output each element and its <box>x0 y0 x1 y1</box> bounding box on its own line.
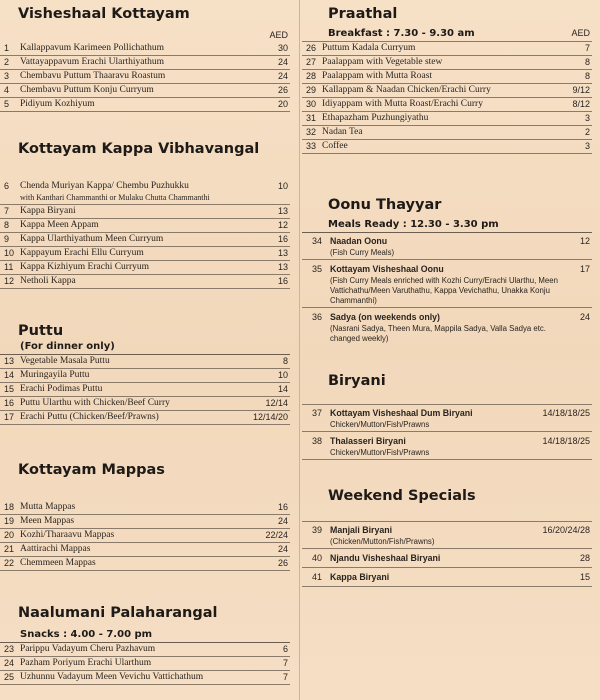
menu-item <box>302 112 592 126</box>
section-subtitle: (For dinner only) <box>0 340 290 355</box>
item-number: 31 <box>306 113 317 123</box>
menu-item <box>0 397 290 411</box>
menu-item <box>0 247 290 261</box>
menu-item <box>302 311 592 345</box>
item-number: 3 <box>4 71 10 81</box>
item-number: 18 <box>4 502 15 512</box>
item-number: 9 <box>4 234 10 244</box>
menu-item <box>302 568 592 587</box>
left-column <box>0 0 298 700</box>
item-name-block <box>330 235 592 258</box>
column-divider <box>299 0 300 700</box>
menu-item <box>0 671 290 685</box>
item-price: 6 <box>282 644 288 654</box>
item-price: 15 <box>579 572 590 582</box>
item-price: 24 <box>579 312 590 322</box>
item-name: Puttu Ularthu with Chicken/Beef Curry <box>20 398 170 408</box>
section-title: Praathal <box>328 6 398 22</box>
menu-item <box>302 126 592 140</box>
item-name: Idiyappam with Mutta Roast/Erachi Curry <box>322 99 483 109</box>
item-price: 28 <box>579 553 590 563</box>
item-number: 23 <box>4 644 15 654</box>
section-title: Kottayam Kappa Vibhavangal <box>18 141 260 157</box>
item-price: 26 <box>277 85 288 95</box>
item-price: 26 <box>277 558 288 568</box>
item-name: Coffee <box>322 141 348 151</box>
subtitle-row <box>302 27 600 41</box>
item-number: 29 <box>306 85 317 95</box>
menu-item <box>0 529 290 543</box>
item-number: 35 <box>312 264 323 274</box>
item-name: Sadya (on weekends only) <box>330 312 440 322</box>
item-number: 41 <box>312 572 323 582</box>
menu-item <box>302 84 592 98</box>
menu-item <box>0 557 290 571</box>
item-number: 34 <box>312 236 323 246</box>
item-name: Netholi Kappa <box>20 276 76 286</box>
menu-item <box>0 369 290 383</box>
item-name: Chembavu Puttum Konju Curryum <box>20 85 154 95</box>
item-note: (Fish Curry Meals) <box>330 248 395 257</box>
item-name: Uzhunnu Vadayum Meen Vevichu Vattichathum <box>20 672 204 682</box>
item-name: Kozhi/Tharaavu Mappas <box>20 530 115 540</box>
item-number: 25 <box>4 672 15 682</box>
section-title: Oonu Thayyar <box>328 197 442 213</box>
menu-item <box>302 524 592 549</box>
item-number: 30 <box>306 99 317 109</box>
item-name: Vattayappavum Erachi Ularthiyathum <box>20 57 165 67</box>
item-price: 12/14 <box>265 398 288 408</box>
menu-item <box>0 261 290 275</box>
menu-item <box>0 84 290 98</box>
section-title: Biryani <box>328 373 386 389</box>
item-name: Nadan Tea <box>322 127 363 137</box>
item-number: 37 <box>312 408 323 418</box>
menu-item <box>0 233 290 247</box>
item-number: 1 <box>4 43 10 53</box>
item-price: 12 <box>277 220 288 230</box>
item-price: 13 <box>277 206 288 216</box>
item-price: 14/18/18/25 <box>542 408 590 418</box>
section-subtitle: Snacks : 4.00 - 7.00 pm <box>0 628 290 643</box>
item-number: 24 <box>4 658 15 668</box>
menu-item <box>0 180 290 205</box>
item-name: Manjali Biryani <box>330 525 393 535</box>
menu-item <box>302 549 592 568</box>
item-price: 16 <box>277 276 288 286</box>
menu-item <box>0 98 290 112</box>
item-name: Meen Mappas <box>20 516 75 526</box>
item-price: 12/14/20 <box>252 412 288 422</box>
menu-item <box>302 98 592 112</box>
section-kappa-vibhavangal <box>0 140 298 289</box>
item-name: Kappa Biryani <box>330 572 390 582</box>
section-praathal <box>302 5 600 154</box>
section-naalumani-palaharangal <box>0 604 298 685</box>
menu-item <box>0 383 290 397</box>
item-price: 24 <box>277 516 288 526</box>
item-number: 5 <box>4 99 10 109</box>
item-name: Naadan Oonu <box>330 236 388 246</box>
menu-item <box>302 70 592 84</box>
section-puttu <box>0 322 298 425</box>
item-number: 38 <box>312 436 323 446</box>
menu-item <box>0 42 290 56</box>
item-number: 21 <box>4 544 15 554</box>
item-price: 10 <box>277 181 288 191</box>
item-name-block <box>20 180 290 203</box>
item-name: Kallappam & Naadan Chicken/Erachi Curry <box>322 85 491 95</box>
menu-item <box>0 643 290 657</box>
item-price: 7 <box>282 658 288 668</box>
item-price: 16 <box>277 234 288 244</box>
item-price: 14 <box>277 384 288 394</box>
item-price: 24 <box>277 57 288 67</box>
item-price: 24 <box>277 71 288 81</box>
item-number: 2 <box>4 57 10 67</box>
item-name-block <box>330 311 568 344</box>
item-price: 7 <box>282 672 288 682</box>
item-number: 13 <box>4 356 15 366</box>
item-name: Ethapazham Puzhungiyathu <box>322 113 429 123</box>
item-note: (Fish Curry Meals enriched with Kozhi Curry/Erachi Ularthu, Meen Vattichathu/Meen Varuthathu, Kappa Vevichathu, Unakka Konju Chammanthi) <box>330 276 558 305</box>
menu-item <box>302 56 592 70</box>
item-price: 3 <box>584 141 590 151</box>
menu-item <box>0 219 290 233</box>
item-number: 32 <box>306 127 317 137</box>
item-number: 17 <box>4 412 15 422</box>
currency-label: AED <box>269 30 288 40</box>
item-name: Kappa Kizhiyum Erachi Curryum <box>20 262 150 272</box>
item-name: Kottayam Visheshaal Oonu <box>330 264 444 274</box>
item-name: Erachi Puttu (Chicken/Beef/Prawns) <box>20 412 159 422</box>
item-name: Njandu Visheshaal Biryani <box>330 553 441 563</box>
item-price: 24 <box>277 544 288 554</box>
item-name: Kappa Meen Appam <box>20 220 99 230</box>
item-number: 20 <box>4 530 15 540</box>
item-price: 10 <box>277 370 288 380</box>
item-name: Kallappavum Karimeen Pollichathum <box>20 43 165 53</box>
item-price: 13 <box>277 262 288 272</box>
item-name: Chenda Muriyan Kappa/ Chembu Puzhukku <box>20 181 189 191</box>
item-price: 14/18/18/25 <box>542 436 590 446</box>
section-oonu-thayyar <box>302 196 600 345</box>
item-price: 7 <box>584 43 590 53</box>
item-note: Chicken/Mutton/Fish/Prawns <box>330 448 430 457</box>
section-subtitle: Meals Ready : 12.30 - 3.30 pm <box>302 218 592 233</box>
item-number: 8 <box>4 220 10 230</box>
item-name: Puttum Kadala Curryum <box>322 43 416 53</box>
item-number: 33 <box>306 141 317 151</box>
item-number: 39 <box>312 525 323 535</box>
item-name: Parippu Vadayum Cheru Pazhavum <box>20 644 156 654</box>
menu-item <box>0 657 290 671</box>
item-number: 4 <box>4 85 10 95</box>
menu-item <box>302 235 592 260</box>
item-name: Pidiyum Kozhiyum <box>20 99 95 109</box>
menu-item <box>0 501 290 515</box>
item-name: Kappa Ularthiyathum Meen Curryum <box>20 234 164 244</box>
section-kottayam-mappas <box>0 461 298 571</box>
item-name: Vegetable Masala Puttu <box>20 356 110 366</box>
section-subtitle: Breakfast : 7.30 - 9.30 am <box>328 28 475 39</box>
currency-label: AED <box>571 28 590 38</box>
menu-item <box>0 411 290 425</box>
item-number: 40 <box>312 553 323 563</box>
item-name: Kappa Biryani <box>20 206 76 216</box>
item-name: Paalappam with Mutta Roast <box>322 71 433 81</box>
item-note: with Kanthari Chammanthi or Mulaku Chutta Chammanthi <box>20 193 210 202</box>
item-price: 8/12 <box>572 99 590 109</box>
item-note: (Chicken/Mutton/Fish/Prawns) <box>330 537 435 546</box>
menu-item <box>302 42 592 56</box>
item-number: 14 <box>4 370 15 380</box>
menu-item <box>0 275 290 289</box>
item-price: 17 <box>579 264 590 274</box>
menu-item <box>0 543 290 557</box>
menu-item <box>302 263 592 308</box>
section-title: Visheshaal Kottayam <box>18 6 190 22</box>
item-price: 2 <box>584 127 590 137</box>
item-number: 15 <box>4 384 15 394</box>
item-price: 12 <box>579 236 590 246</box>
item-price: 20 <box>277 99 288 109</box>
item-note: (Nasrani Sadya, Theen Mura, Mappila Sadya, Valla Sadya etc. changed weekly) <box>330 324 546 343</box>
item-name: Chemmeen Mappas <box>20 558 96 568</box>
menu-item <box>0 56 290 70</box>
item-number: 36 <box>312 312 323 322</box>
item-price: 13 <box>277 248 288 258</box>
item-price: 3 <box>584 113 590 123</box>
item-number: 10 <box>4 248 15 258</box>
menu-item <box>0 205 290 219</box>
item-name-block <box>330 263 568 306</box>
item-number: 19 <box>4 516 15 526</box>
section-title: Puttu <box>18 323 64 339</box>
item-price: 16 <box>277 502 288 512</box>
item-price: 9/12 <box>572 85 590 95</box>
item-name: Muringayila Puttu <box>20 370 90 380</box>
item-name: Thalasseri Biryani <box>330 436 406 446</box>
menu-item <box>0 515 290 529</box>
item-price: 8 <box>584 57 590 67</box>
item-number: 7 <box>4 206 10 216</box>
menu-item <box>0 355 290 369</box>
menu-item <box>0 70 290 84</box>
menu-item <box>302 140 592 154</box>
item-name: Paalappam with Vegetable stew <box>322 57 443 67</box>
section-weekend-specials <box>302 487 600 587</box>
item-number: 22 <box>4 558 15 568</box>
item-number: 12 <box>4 276 15 286</box>
section-biryani <box>302 372 600 460</box>
menu-item <box>302 435 592 460</box>
section-title: Weekend Specials <box>328 488 476 504</box>
item-price: 22/24 <box>265 530 288 540</box>
item-number: 6 <box>4 181 10 191</box>
section-visheshaal-kottayam <box>0 5 298 112</box>
item-number: 27 <box>306 57 317 67</box>
section-title: Naalumani Palaharangal <box>18 605 218 621</box>
section-title: Kottayam Mappas <box>18 462 165 478</box>
item-name: Pazham Poriyum Erachi Ularthum <box>20 658 152 668</box>
item-price: 8 <box>584 71 590 81</box>
item-price: 8 <box>282 356 288 366</box>
item-number: 26 <box>306 43 317 53</box>
item-name: Kottayam Visheshaal Dum Biryani <box>330 408 473 418</box>
item-name: Aattirachi Mappas <box>20 544 91 554</box>
item-price: 16/20/24/28 <box>542 525 590 535</box>
item-price: 30 <box>277 43 288 53</box>
menu-item <box>302 407 592 432</box>
item-note: Chicken/Mutton/Fish/Prawns <box>330 420 430 429</box>
right-column <box>302 0 600 700</box>
item-name: Mutta Mappas <box>20 502 76 512</box>
item-number: 16 <box>4 398 15 408</box>
item-number: 28 <box>306 71 317 81</box>
item-number: 11 <box>4 262 14 272</box>
item-name: Kappayum Erachi Ellu Curryum <box>20 248 144 258</box>
item-name: Chembavu Puttum Thaaravu Roastum <box>20 71 166 81</box>
item-name: Erachi Podimas Puttu <box>20 384 103 394</box>
